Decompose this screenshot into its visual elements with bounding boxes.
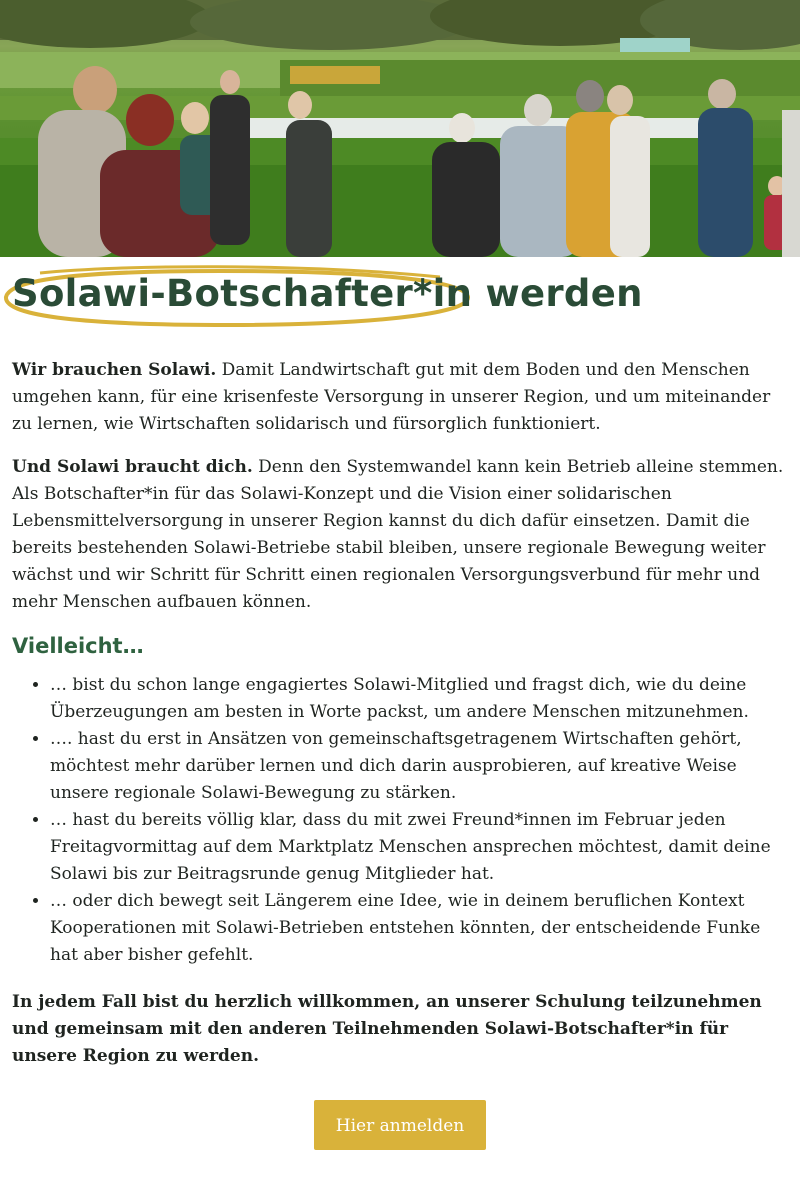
intro-2-bold: Und Solawi braucht dich. (12, 457, 253, 477)
intro-2-text: Denn den Systemwandel kann kein Betrieb alleine stemmen. Als Botschafter*in für das Solawi-Konzept und die Vision einer solidarischen Lebensmittelversorgung in unserer Region kannst du dich dafür einsetzen. Damit die bereits bestehenden Solawi-Betriebe stabil bleiben, unsere regionale Bewegung weiter wächst und wir Schritt für Schritt einen regionalen Versorgungsverbund für mehr und mehr Menschen aufbauen können. (12, 457, 784, 612)
hero-photo-illustration (0, 0, 800, 257)
list-item: • … bist du schon lange engagiertes Solawi-Mitglied und fragst dich, wie du deine Überzeugungen am besten in Worte packst, um andere Menschen mitzunehmen. (50, 672, 788, 726)
page-title: Solawi-Botschafter*in werden (12, 272, 643, 315)
intro-paragraph-2 (12, 454, 788, 616)
intro-1-text: Damit Landwirtschaft gut mit dem Boden und den Menschen umgehen kann, für eine krisenfeste Versorgung in unserer Region, und um miteinander zu lernen, wie Wirtschaften solidarisch und fürsorglich funktioniert. (12, 360, 771, 434)
intro-paragraph-1 (12, 357, 788, 438)
subheading-vielleicht: Vielleicht… (12, 634, 144, 658)
intro-1-bold: Wir brauchen Solawi. (12, 360, 217, 380)
closing-paragraph: In jedem Fall bist du herzlich willkommen, an unserer Schulung teilzunehmen und gemeinsam mit den anderen Teilnehmenden Solawi-Botschafter*in für unsere Region zu werden. (12, 992, 762, 1066)
bullet-list (12, 672, 788, 969)
register-button[interactable]: Hier anmelden (314, 1100, 486, 1150)
list-item: • … hast du bereits völlig klar, dass du mit zwei Freund*innen im Februar jeden Freitagvormittag auf dem Marktplatz Menschen ansprechen möchtest, damit deine Solawi bis zur Beitragsrunde genug Mitglieder hat. (50, 807, 788, 888)
cta-row (12, 1100, 788, 1150)
hero-photo (0, 0, 800, 257)
main-content (12, 357, 788, 1150)
list-item: • …. hast du erst in Ansätzen von gemeinschaftsgetragenem Wirtschaften gehört, möchtest mehr darüber lernen und dich darin ausprobieren, auf kreative Weise unsere regionale Solawi-Bewegung zu stärken. (50, 726, 788, 807)
list-item: • … oder dich bewegt seit Längerem eine Idee, wie in deinem beruflichen Kontext Kooperationen mit Solawi-Betrieben entstehen könnten, der entscheidende Funke hat aber bisher gefehlt. (50, 888, 788, 969)
